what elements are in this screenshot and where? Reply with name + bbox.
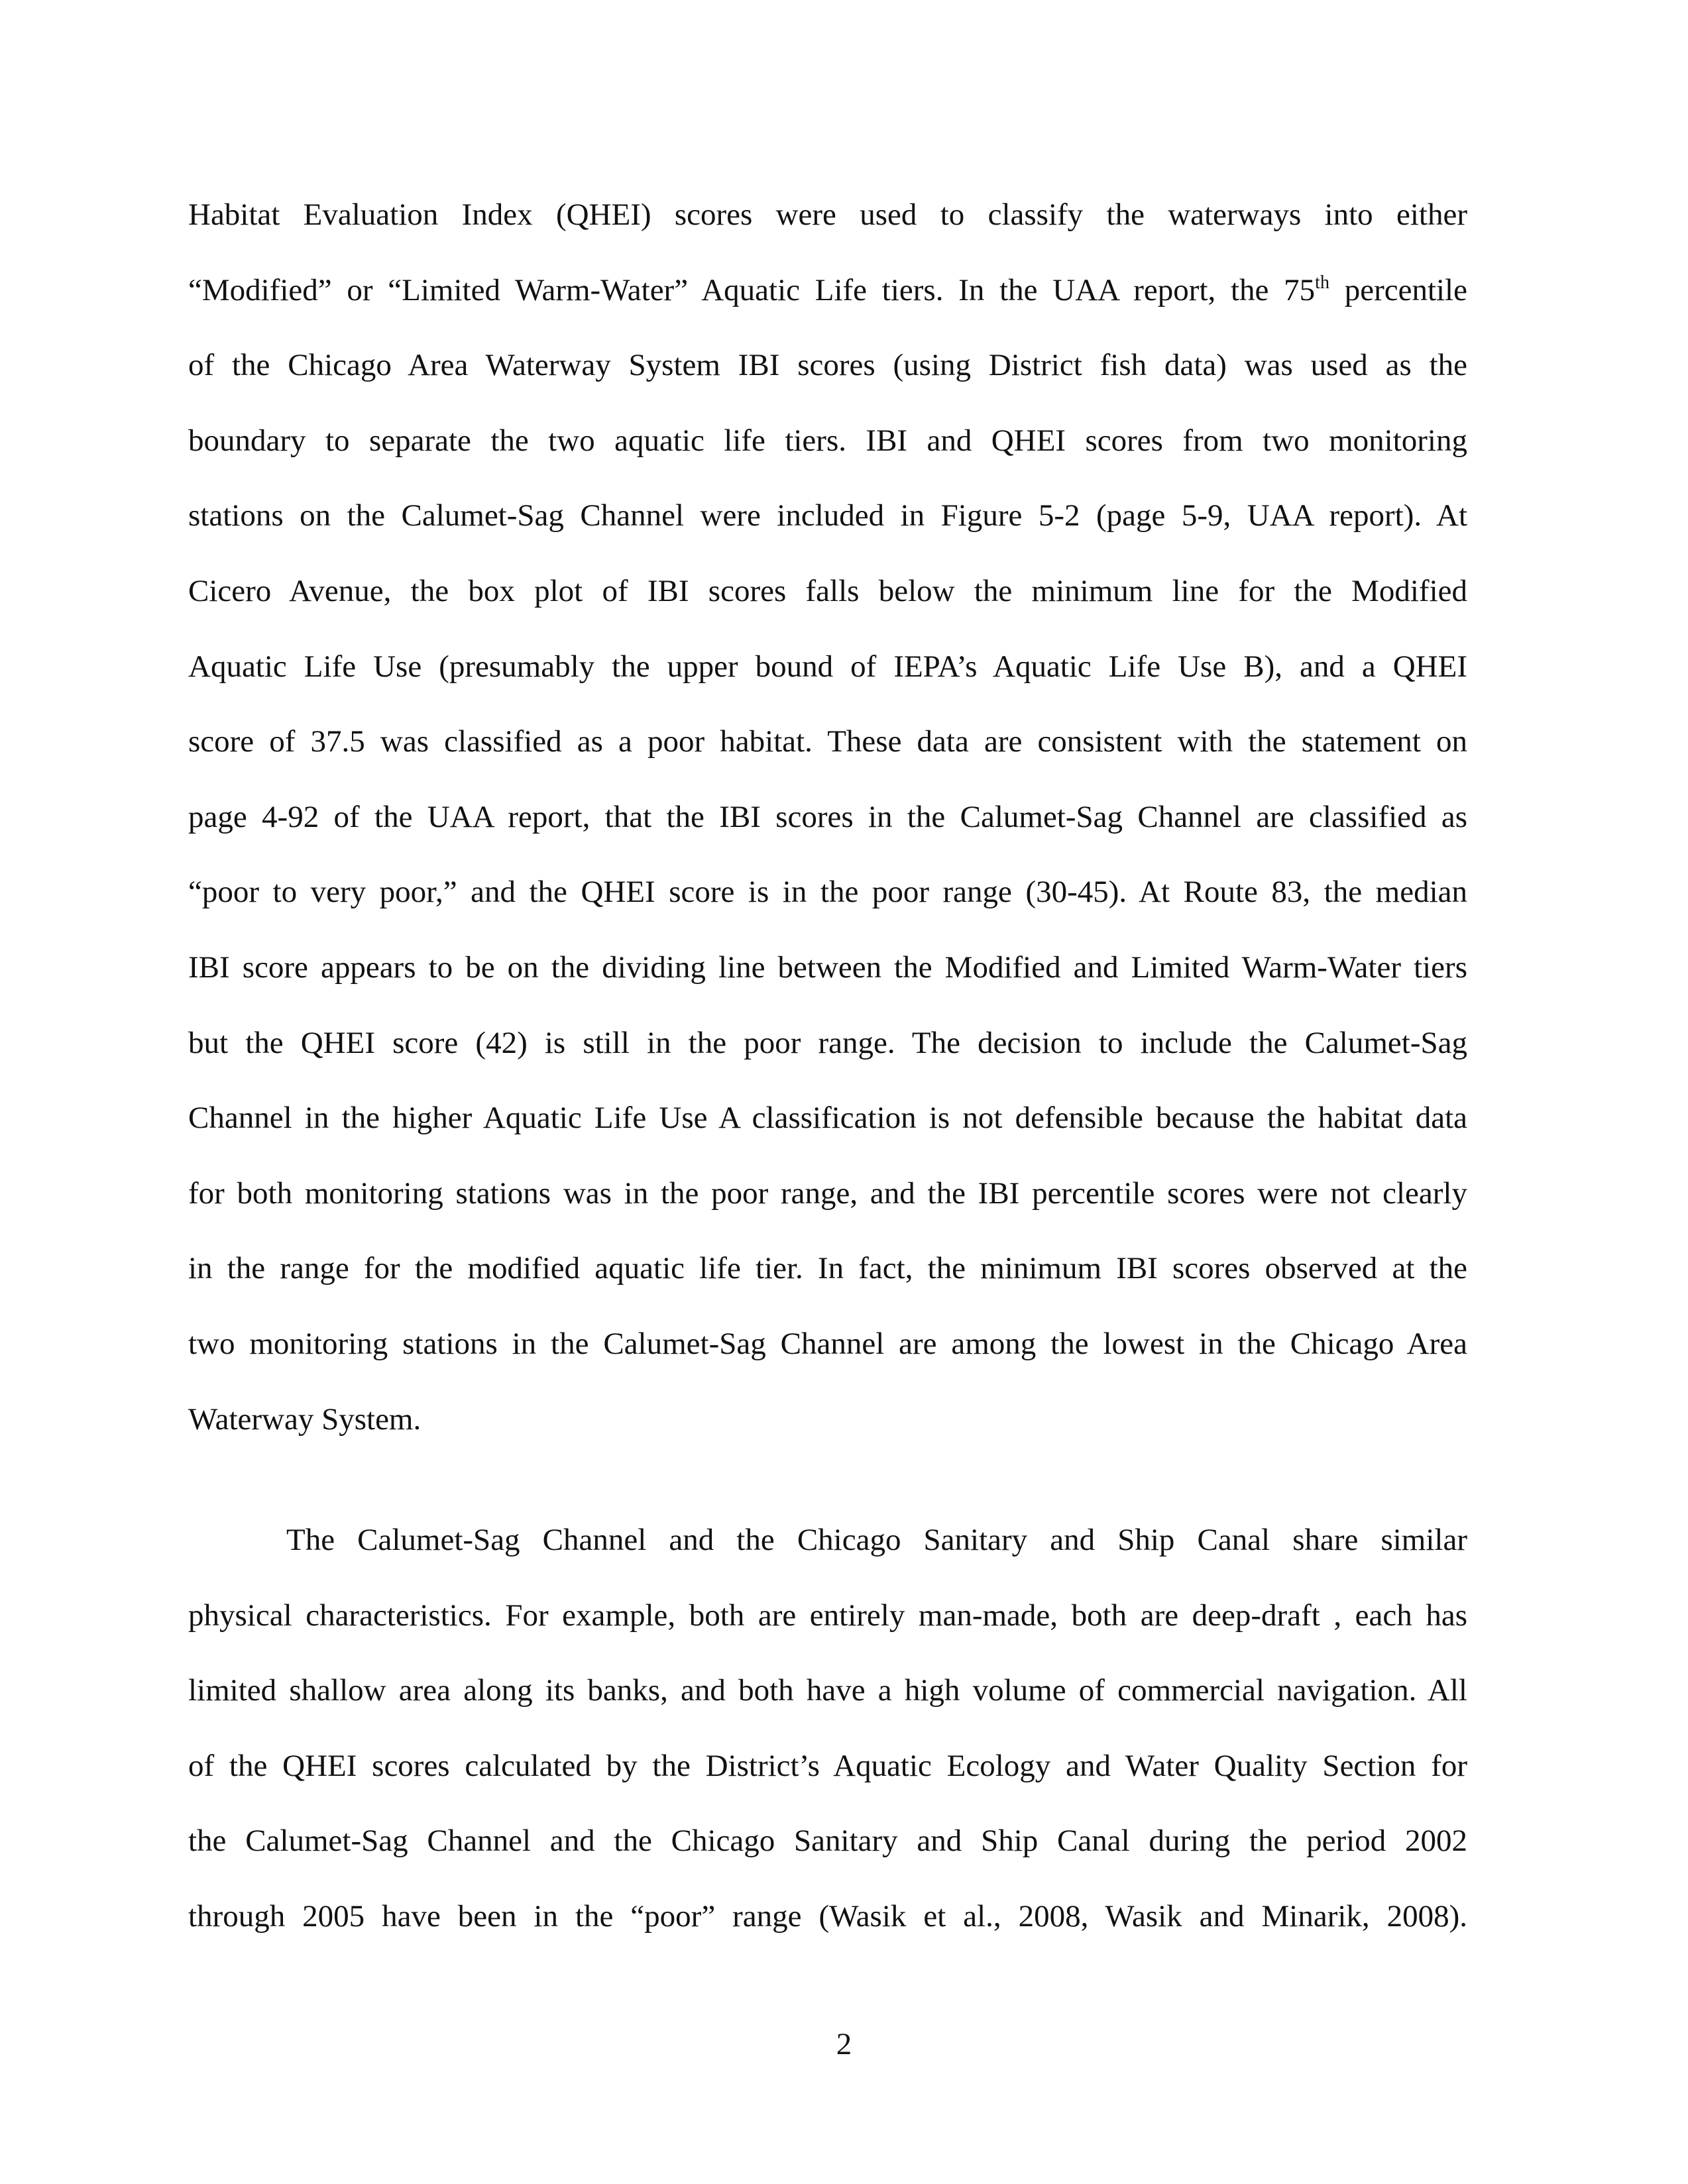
text-line: boundary to separate the two aquatic life tiers. IBI and QHEI scores from two monitoring [188, 423, 1467, 458]
text-line: for both monitoring stations was in the poor range, and the IBI percentile scores were not clearly [188, 1175, 1467, 1211]
text-line: IBI score appears to be on the dividing line between the Modified and Limited Warm-Water tiers [188, 950, 1467, 985]
text-line: score of 37.5 was classified as a poor habitat. These data are consistent with the statement on [188, 724, 1467, 759]
text-line: of the Chicago Area Waterway System IBI scores (using District fish data) was used as the [188, 348, 1467, 383]
text-line: “poor to very poor,” and the QHEI score is in the poor range (30-45). At Route 83, the median [188, 875, 1467, 910]
paragraph-1 [188, 178, 1467, 1457]
text-line: through 2005 have been in the “poor” range (Wasik et al., 2008, Wasik and Minarik, 2008). [188, 1898, 1467, 1934]
text-line: Channel in the higher Aquatic Life Use A classification is not defensible because the habitat data [188, 1101, 1467, 1136]
paragraph-2 [188, 1503, 1467, 1955]
text-line: two monitoring stations in the Calumet-Sag Channel are among the lowest in the Chicago Area [188, 1326, 1467, 1361]
text-line: Aquatic Life Use (presumably the upper bound of IEPA’s Aquatic Life Use B), and a QHEI [188, 649, 1467, 684]
text-line: Cicero Avenue, the box plot of IBI scores falls below the minimum line for the Modified [188, 573, 1467, 608]
text-line-head: “Modified” or “Limited Warm-Water” Aquatic Life tiers. In the UAA report, the 75 [188, 272, 1316, 307]
text-line: Habitat Evaluation Index (QHEI) scores were used to classify the waterways into either [188, 197, 1467, 232]
text-line: but the QHEI score (42) is still in the poor range. The decision to include the Calumet-Sag [188, 1025, 1467, 1060]
text-line: Waterway System. [188, 1401, 422, 1437]
text-line [188, 253, 1467, 329]
text-line: the Calumet-Sag Channel and the Chicago Sanitary and Ship Canal during the period 2002 [188, 1824, 1467, 1859]
text-line: physical characteristics. For example, both are entirely man-made, both are deep-draft , each has [188, 1598, 1467, 1633]
text-line: The Calumet-Sag Channel and the Chicago Sanitary and Ship Canal share similar [286, 1523, 1467, 1557]
ordinal-superscript: th [1315, 272, 1329, 293]
text-line: page 4-92 of the UAA report, that the IBI scores in the Calumet-Sag Channel are classified as [188, 799, 1467, 834]
text-line: in the range for the modified aquatic life tier. In fact, the minimum IBI scores observed at the [188, 1251, 1467, 1286]
text-line: of the QHEI scores calculated by the District’s Aquatic Ecology and Water Quality Section for [188, 1748, 1467, 1783]
text-line: stations on the Calumet-Sag Channel were included in Figure 5-2 (page 5-9, UAA report). At [188, 498, 1467, 533]
text-line: limited shallow area along its banks, and both have a high volume of commercial navigation. All [188, 1673, 1467, 1708]
text-line-tail: percentile [1329, 272, 1467, 307]
page-number: 2 [836, 2027, 852, 2061]
